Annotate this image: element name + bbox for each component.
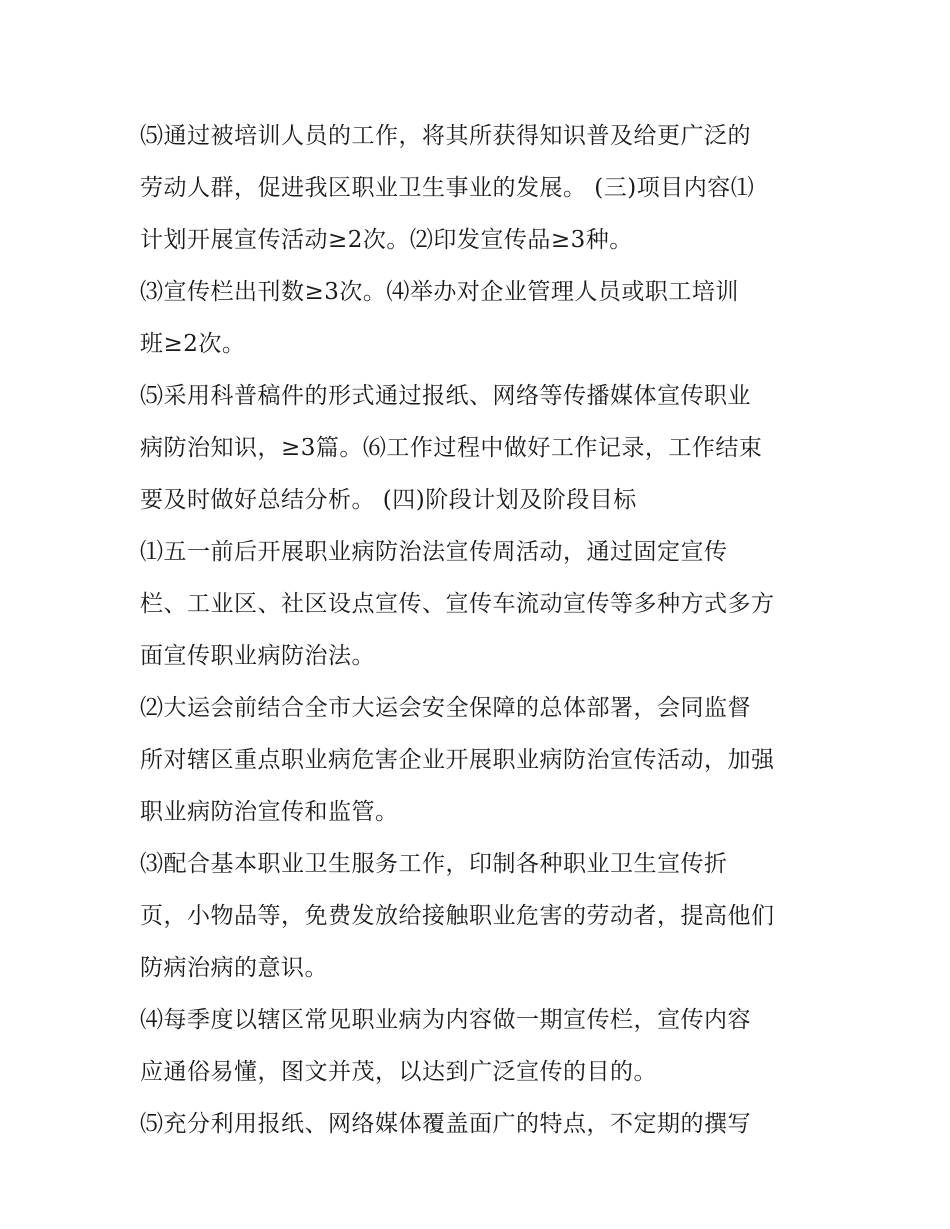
text-line: ⑸通过被培训人员的工作，将其所获得知识普及给更广泛的 bbox=[140, 123, 751, 149]
text-line: 要及时做好总结分析。 (四)阶段计划及阶段目标 bbox=[140, 487, 637, 513]
text-line: ⑵大运会前结合全市大运会安全保障的总体部署，会同监督 bbox=[140, 695, 751, 721]
text-line: 劳动人群，促进我区职业卫生事业的发展。 (三)项目内容⑴ bbox=[140, 175, 755, 201]
text-line: ⑴五一前后开展职业病防治法宣传周活动，通过固定宣传 bbox=[140, 539, 728, 565]
text-line: 病防治知识，≥3篇。⑹工作过程中做好工作记录，工作结束 bbox=[140, 435, 763, 461]
text-line: 应通俗易懂，图文并茂，以达到广泛宣传的目的。 bbox=[140, 1059, 657, 1085]
text-line: ⑶配合基本职业卫生服务工作，印制各种职业卫生宣传折 bbox=[140, 851, 728, 877]
text-line: 所对辖区重点职业病危害企业开展职业病防治宣传活动，加强 bbox=[140, 747, 775, 773]
text-line: 计划开展宣传活动≥2次。⑵印发宣传品≥3种。 bbox=[140, 227, 633, 253]
text-line: ⑷每季度以辖区常见职业病为内容做一期宣传栏，宣传内容 bbox=[140, 1007, 751, 1033]
text-line: 防病治病的意识。 bbox=[140, 955, 328, 981]
text-line: 班≥2次。 bbox=[140, 331, 246, 357]
text-line: 页，小物品等，免费发放给接触职业危害的劳动者，提高他们 bbox=[140, 903, 775, 929]
text-line: 面宣传职业病防治法。 bbox=[140, 643, 375, 669]
text-line: 职业病防治宣传和监管。 bbox=[140, 799, 399, 825]
text-line: ⑶宣传栏出刊数≥3次。⑷举办对企业管理人员或职工培训 bbox=[140, 279, 739, 305]
text-line: ⑸充分利用报纸、网络媒体覆盖面广的特点，不定期的撰写 bbox=[140, 1111, 751, 1137]
document-body bbox=[140, 110, 820, 1150]
text-line: ⑸采用科普稿件的形式通过报纸、网络等传播媒体宣传职业 bbox=[140, 383, 751, 409]
text-line: 栏、工业区、社区设点宣传、宣传车流动宣传等多种方式多方 bbox=[140, 591, 775, 617]
